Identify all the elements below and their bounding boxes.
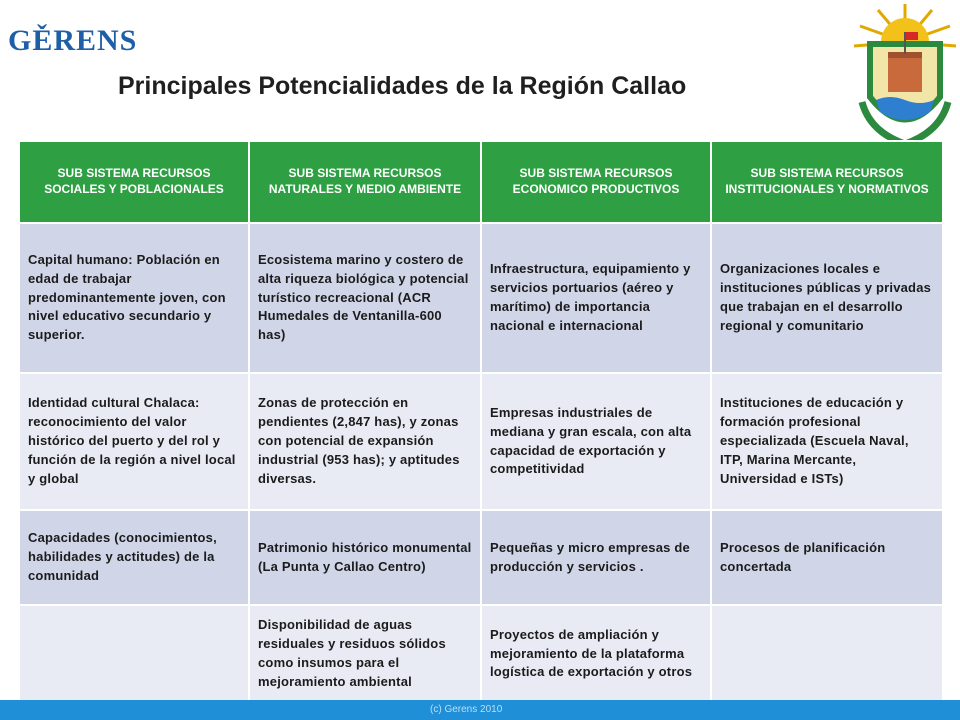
page-title: Principales Potencialidades de la Región Callao — [118, 72, 687, 100]
header-natural: SUB SISTEMA RECURSOS NATURALES Y MEDIO AMBIENTE — [249, 141, 481, 223]
table-row — [19, 605, 943, 703]
header-social: SUB SISTEMA RECURSOS SOCIALES Y POBLACIONALES — [19, 141, 249, 223]
copyright-text: (c) Gerens 2010 — [430, 704, 503, 715]
table-cell: Capacidades (conocimientos, habilidades y actitudes) de la comunidad — [19, 510, 249, 605]
table-cell: Zonas de protección en pendientes (2,847 has), y zonas con potencial de expansión industrial (953 has); y aptitudes diversas. — [249, 373, 481, 510]
callao-crest-icon — [850, 2, 960, 152]
table-cell: Capital humano: Población en edad de trabajar predominantemente joven, con nivel educativo secundario y superior. — [19, 223, 249, 373]
table-cell: Ecosistema marino y costero de alta riqueza biológica y potencial turístico recreacional (ACR Humedales de Ventanilla-600 has) — [249, 223, 481, 373]
table-cell: Patrimonio histórico monumental (La Punta y Callao Centro) — [249, 510, 481, 605]
table-cell: Empresas industriales de mediana y gran escala, con alta capacidad de exportación y competitividad — [481, 373, 711, 510]
table-row — [19, 373, 943, 510]
table-cell: Proyectos de ampliación y mejoramiento de la plataforma logística de exportación y otros — [481, 605, 711, 703]
header-economic: SUB SISTEMA RECURSOS ECONOMICO PRODUCTIVOS — [481, 141, 711, 223]
gerens-logo: GĚRENS — [8, 24, 138, 57]
potentialities-table — [18, 140, 944, 704]
table-cell: Instituciones de educación y formación profesional especializada (Escuela Naval, ITP, Marina Mercante, Universidad e ISTs) — [711, 373, 943, 510]
table-cell: Identidad cultural Chalaca: reconocimiento del valor histórico del puerto y del rol y función de la región a nivel local y global — [19, 373, 249, 510]
table-row — [19, 510, 943, 605]
table-cell — [19, 605, 249, 703]
table-row — [19, 223, 943, 373]
table-cell: Infraestructura, equipamiento y servicios portuarios (aéreo y marítimo) de importancia nacional e internacional — [481, 223, 711, 373]
table-cell: Procesos de planificación concertada — [711, 510, 943, 605]
table-cell: Organizaciones locales e instituciones públicas y privadas que trabajan en el desarrollo regional y comunitario — [711, 223, 943, 373]
table-cell — [711, 605, 943, 703]
table-cell: Disponibilidad de aguas residuales y residuos sólidos como insumos para el mejoramiento ambiental — [249, 605, 481, 703]
table-cell: Pequeñas y micro empresas de producción y servicios . — [481, 510, 711, 605]
header-institutional: SUB SISTEMA RECURSOS INSTITUCIONALES Y NORMATIVOS — [711, 141, 943, 223]
